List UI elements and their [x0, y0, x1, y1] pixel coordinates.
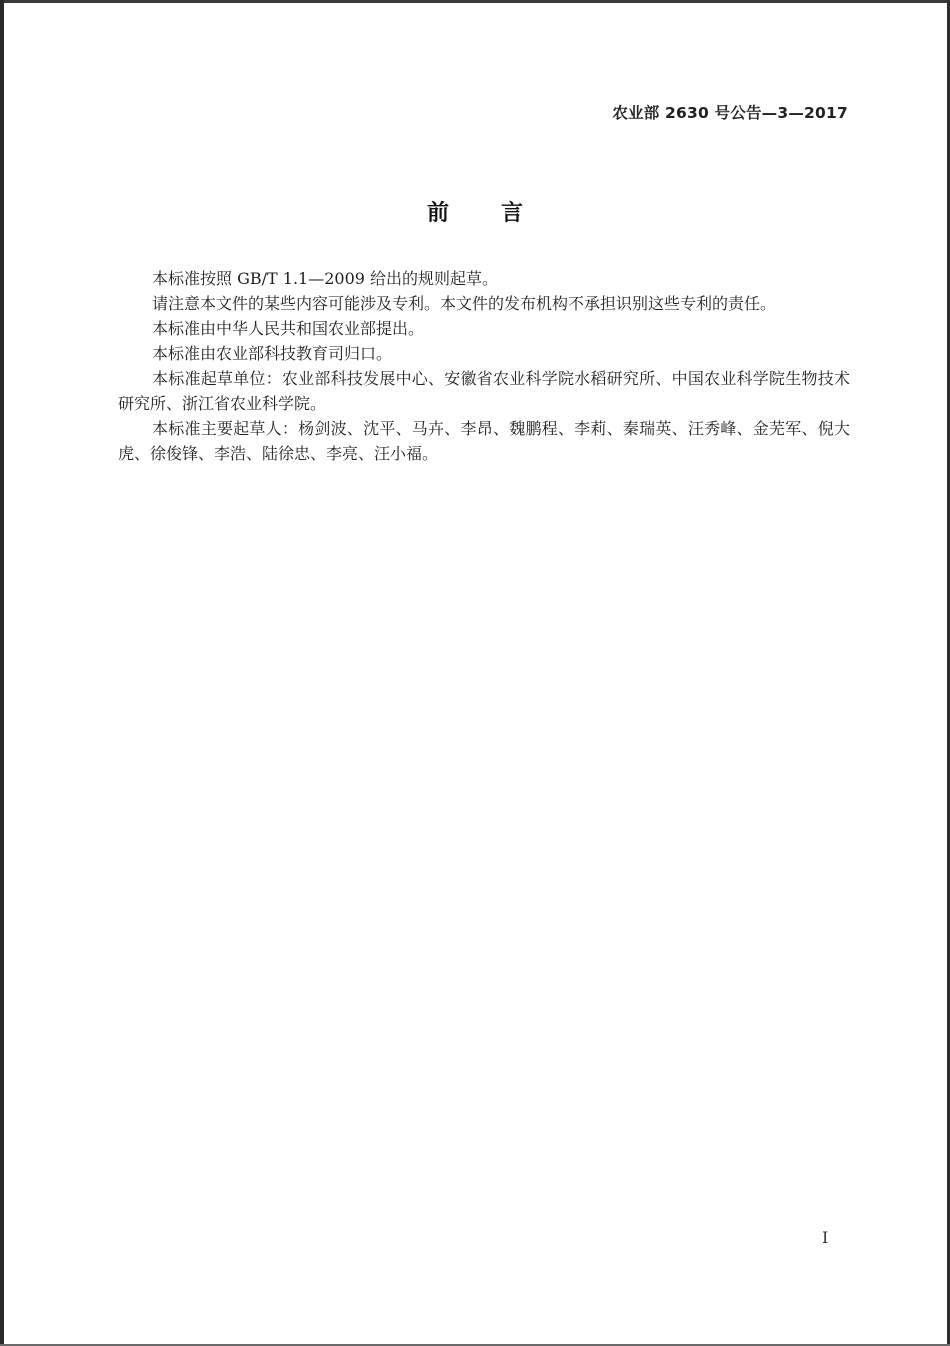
preface-body: [118, 266, 850, 466]
page-number: I: [822, 1228, 829, 1247]
page-title: [0, 196, 950, 227]
title-char-second: 言: [501, 201, 524, 226]
paragraph-centralized-by: 本标准由农业部科技教育司归口。: [152, 344, 393, 363]
scan-edge-top: [0, 0, 950, 3]
title-char-first: 前: [426, 201, 449, 226]
paragraph-proposed-by: 本标准由中华人民共和国农业部提出。: [152, 319, 425, 338]
paragraph-drafting-rules: 本标准按照 GB/T 1.1—2009 给出的规则起草。: [152, 269, 499, 288]
paragraph-patent-notice: 请注意本文件的某些内容可能涉及专利。本文件的发布机构不承担识别这些专利的责任。: [152, 294, 777, 313]
paragraph-drafters: 本标准主要起草人：杨剑波、沈平、马卉、李昂、魏鹏程、李莉、秦瑞英、汪秀峰、金芜军、倪大虎、徐俊锋、李浩、陆徐忠、李亮、汪小福。: [118, 419, 850, 463]
document-code: 农业部 2630 号公告—3—2017: [612, 104, 848, 122]
paragraph-drafting-units: 本标准起草单位：农业部科技发展中心、安徽省农业科学院水稻研究所、中国农业科学院生物技术研究所、浙江省农业科学院。: [118, 369, 850, 413]
